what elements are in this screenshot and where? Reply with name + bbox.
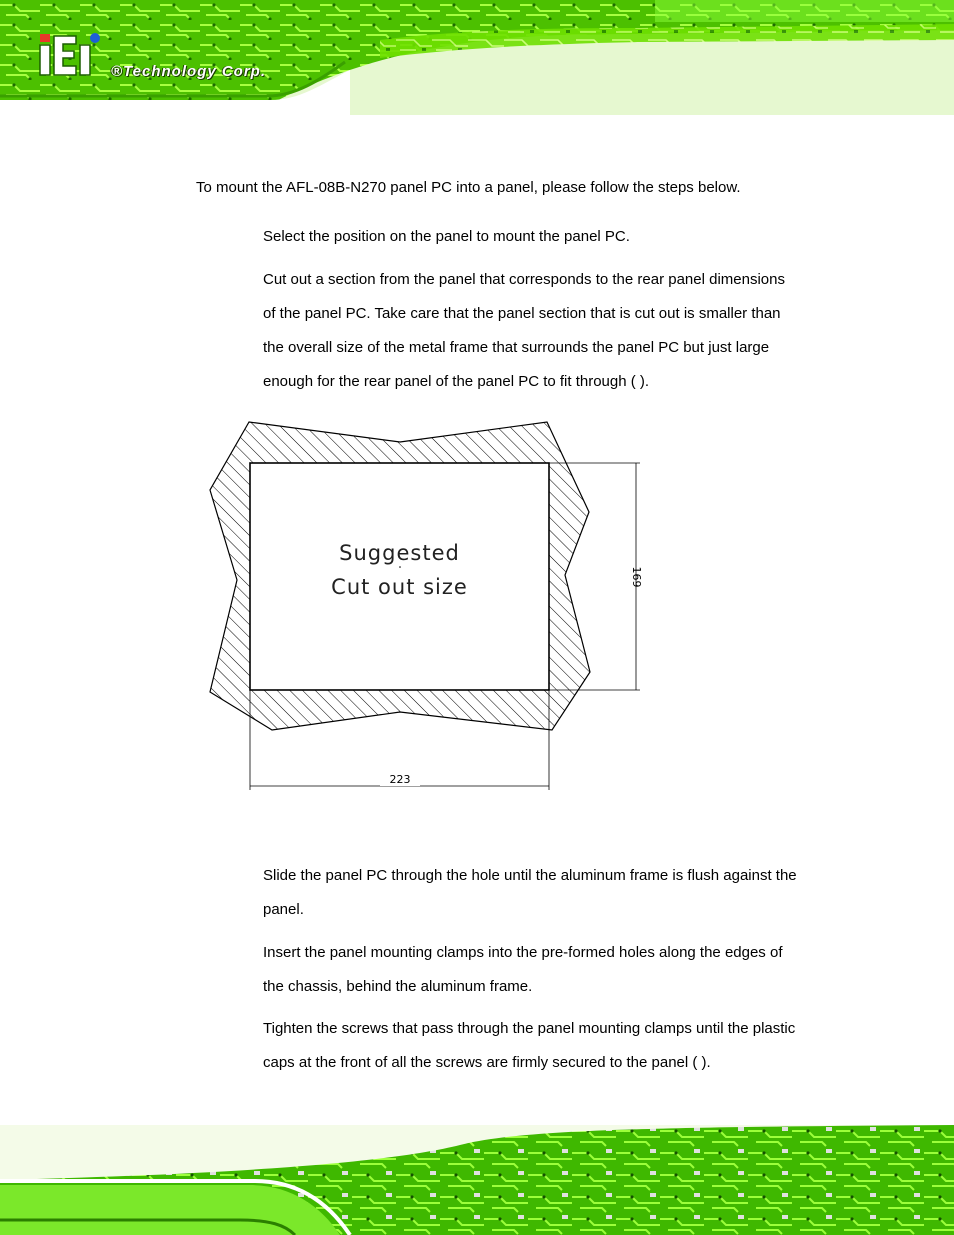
cutout-drawing bbox=[200, 410, 660, 800]
dimension-height: 169 bbox=[630, 566, 643, 588]
step-1 bbox=[263, 220, 823, 254]
step-line: the chassis, behind the aluminum frame. bbox=[263, 978, 533, 995]
label-line-1: Suggested bbox=[339, 541, 460, 565]
cutout-diagram bbox=[200, 410, 660, 800]
step-3 bbox=[263, 859, 823, 927]
cutout-label bbox=[250, 536, 549, 604]
label-line-2: Cut out size bbox=[331, 575, 468, 599]
iei-logo-icon bbox=[38, 30, 113, 80]
step-line: enough for the rear panel of the panel PC to fit through ( ). bbox=[263, 373, 650, 390]
header-banner bbox=[0, 0, 954, 115]
step-4 bbox=[263, 936, 823, 1004]
step-line: of the panel PC. Take care that the panel section that is cut out is smaller than bbox=[263, 305, 781, 322]
step-line: Insert the panel mounting clamps into the pre-formed holes along the edges of bbox=[263, 944, 783, 961]
step-5 bbox=[263, 1012, 823, 1080]
step-2 bbox=[263, 263, 823, 399]
footer-banner bbox=[0, 1125, 954, 1235]
dimension-width: 223 bbox=[380, 774, 420, 786]
step-line: Cut out a section from the panel that corresponds to the rear panel dimensions bbox=[263, 271, 785, 288]
logo-tagline: ®Technology Corp. bbox=[111, 63, 266, 80]
step-line: Tighten the screws that pass through the panel mounting clamps until the plastic bbox=[263, 1020, 796, 1037]
circuit-board-footer bbox=[0, 1125, 954, 1235]
step-line: caps at the front of all the screws are firmly secured to the panel ( ). bbox=[263, 1054, 711, 1071]
step-line: Select the position on the panel to mount the panel PC. bbox=[263, 228, 630, 245]
intro-paragraph: To mount the AFL-08B-N270 panel PC into a panel, please follow the steps below. bbox=[196, 179, 741, 196]
step-line: Slide the panel PC through the hole until the aluminum frame is flush against the bbox=[263, 867, 797, 884]
step-line: the overall size of the metal frame that surrounds the panel PC but just large bbox=[263, 339, 770, 356]
step-line: panel. bbox=[263, 901, 304, 918]
